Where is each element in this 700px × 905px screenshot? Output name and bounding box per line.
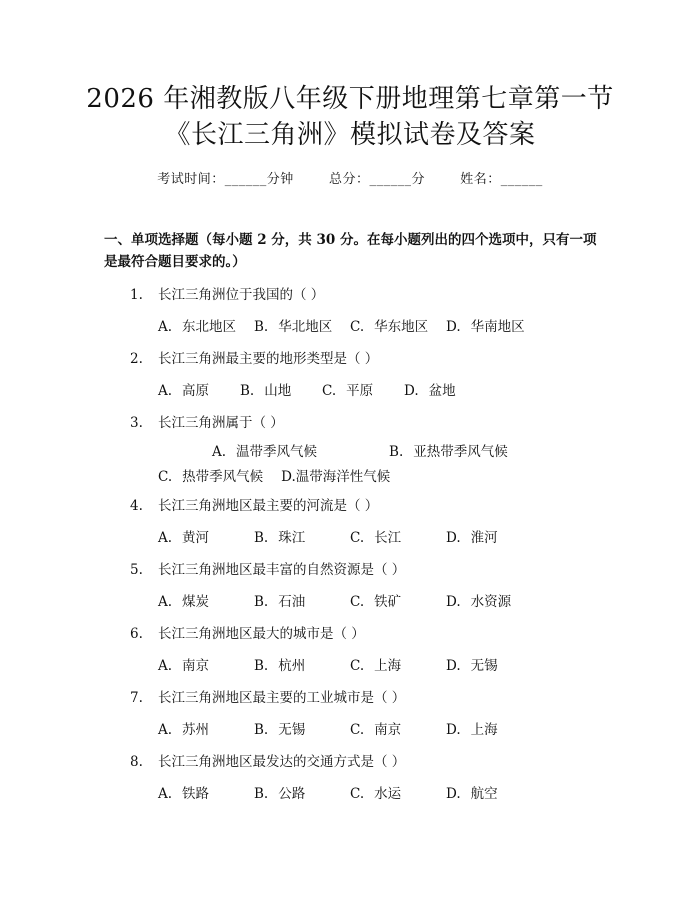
question-3-options <box>104 440 554 490</box>
option-c: C. 上海 <box>350 658 402 674</box>
question-number: 5. <box>130 562 143 578</box>
option-b: B. 公路 <box>254 786 306 802</box>
question-number: 4. <box>130 498 143 514</box>
option-d: D.温带海洋性气候 <box>281 469 391 485</box>
total-score-label: 总分：______分 <box>328 172 425 187</box>
question-text: 长江三角洲地区最发达的交通方式是（ ） <box>158 754 406 770</box>
option-d: D. 上海 <box>446 722 498 738</box>
option-b: B. 杭州 <box>254 658 306 674</box>
section-heading: 一、单项选择题（每小题 2 分，共 30 分。在每小题列出的四个选项中，只有一项是最符合题目要求的。） <box>104 232 597 270</box>
question-1-options <box>158 315 525 335</box>
question-5-options <box>158 590 511 610</box>
option-d: D. 航空 <box>446 786 498 802</box>
question-text: 长江三角洲地区最丰富的自然资源是（ ） <box>158 562 406 578</box>
option-c: C. 水运 <box>350 786 402 802</box>
option-b: B. 珠江 <box>254 530 306 546</box>
option-a: A. 苏州 <box>158 722 210 738</box>
question-number: 8. <box>130 754 143 770</box>
question-number: 1. <box>130 287 143 303</box>
question-text: 长江三角洲属于（ ） <box>158 415 284 431</box>
option-d: D. 华南地区 <box>446 319 525 335</box>
option-b: B. 华北地区 <box>254 319 333 335</box>
option-a: A. 南京 <box>158 658 210 674</box>
question-6 <box>130 622 365 642</box>
title-line-2: 《长江三角洲》模拟试卷及答案 <box>164 120 536 150</box>
option-c: C. 平原 <box>322 383 374 399</box>
option-b: B. 石油 <box>254 594 306 610</box>
question-2 <box>130 347 378 367</box>
option-d: D. 水资源 <box>446 594 512 610</box>
option-c: C. 华东地区 <box>350 319 429 335</box>
option-d: D. 无锡 <box>446 658 498 674</box>
option-c: C. 长江 <box>350 530 402 546</box>
question-text: 长江三角洲位于我国的（ ） <box>158 287 325 303</box>
question-2-options <box>158 379 456 399</box>
option-d: D. 淮河 <box>446 530 498 546</box>
question-7-options <box>158 718 498 738</box>
question-7 <box>130 686 405 706</box>
question-text: 长江三角洲地区最大的城市是（ ） <box>158 626 365 642</box>
option-c: C. 南京 <box>350 722 402 738</box>
title-line-1: 2026 年湘教版八年级下册地理第七章第一节 <box>86 84 614 114</box>
question-1 <box>130 283 324 303</box>
option-a: A. 东北地区 <box>158 319 237 335</box>
question-number: 6. <box>130 626 143 642</box>
question-number: 7. <box>130 690 143 706</box>
option-b: B. 亚热带季风气候 <box>389 444 508 460</box>
option-a: A. 煤炭 <box>158 594 210 610</box>
question-number: 3. <box>130 415 143 431</box>
option-b: B. 无锡 <box>254 722 306 738</box>
question-text: 长江三角洲最主要的地形类型是（ ） <box>158 351 379 367</box>
option-c: C. 热带季风气候 <box>158 469 264 485</box>
student-name-label: 姓名：______ <box>460 172 543 187</box>
exam-meta <box>0 168 700 187</box>
option-b: B. 山地 <box>240 383 292 399</box>
question-text: 长江三角洲地区最主要的工业城市是（ ） <box>158 690 406 706</box>
question-8-options <box>158 782 498 802</box>
question-6-options <box>158 654 498 674</box>
question-text: 长江三角洲地区最主要的河流是（ ） <box>158 498 379 514</box>
option-c: C. 铁矿 <box>350 594 402 610</box>
question-3 <box>130 411 284 431</box>
option-a: A. 黄河 <box>158 530 210 546</box>
exam-time-label: 考试时间：______分钟 <box>157 172 294 187</box>
question-8 <box>130 750 405 770</box>
option-a: A. 铁路 <box>158 786 210 802</box>
question-number: 2. <box>130 351 143 367</box>
question-4 <box>130 494 378 514</box>
option-a: A. 高原 <box>158 383 210 399</box>
question-4-options <box>158 526 498 546</box>
option-a: A. 温带季风气候 <box>212 444 318 460</box>
question-5 <box>130 558 405 578</box>
option-d: D. 盆地 <box>404 383 456 399</box>
